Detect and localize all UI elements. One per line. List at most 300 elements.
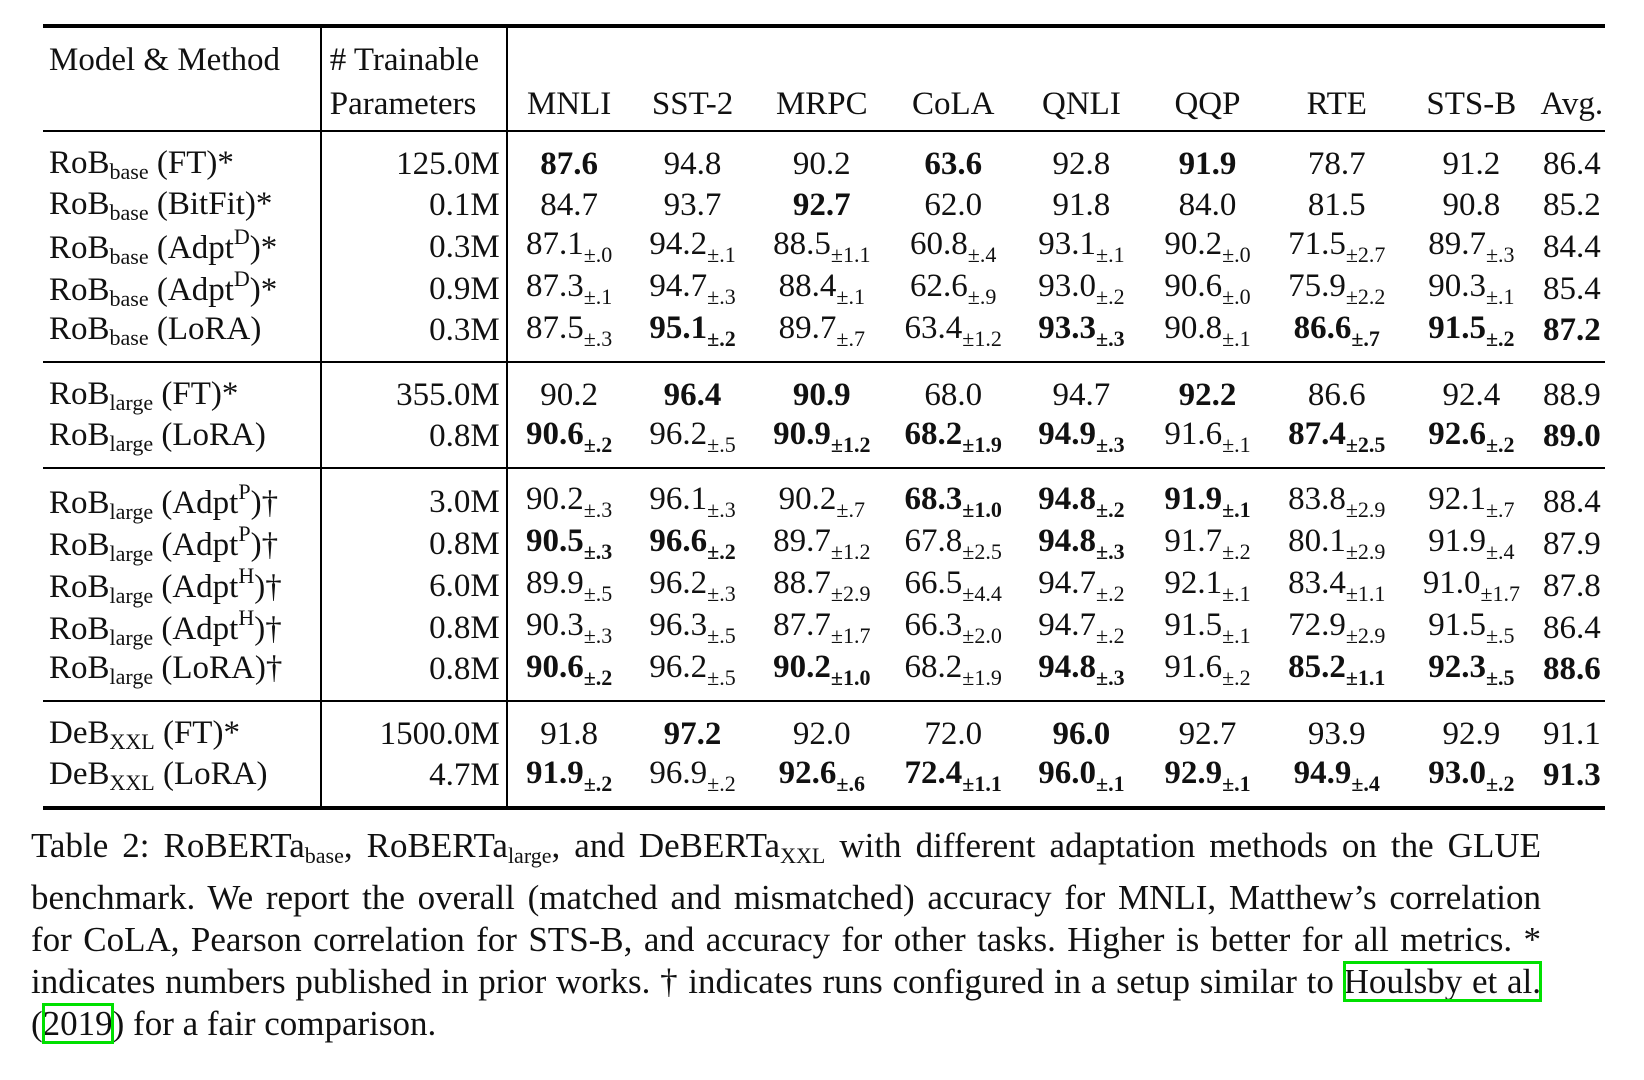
model-method-cell [43, 607, 321, 649]
metric-cell [1017, 131, 1145, 185]
method-variant: D [233, 266, 250, 291]
results-table [43, 24, 1605, 810]
metric-value: 96.2 [649, 565, 708, 601]
metric-stddev: ±.0 [1222, 242, 1251, 267]
metric-value: 95.1 [649, 309, 708, 346]
metric-value: 86.6 [1307, 377, 1366, 413]
metric-value: 89.7 [778, 309, 837, 346]
metric-value: 93.7 [663, 187, 722, 223]
method-name: (FT)* [162, 714, 240, 751]
metric-stddev: ±.4 [1485, 539, 1515, 564]
metric-stddev: ±.7 [836, 497, 865, 522]
metric-cell [1269, 701, 1404, 755]
model-size: XXL [109, 728, 155, 754]
metric-value: 90.2 [525, 481, 584, 517]
metric-value: 72.9 [1288, 607, 1346, 643]
metric-stddev: ±.6 [836, 770, 865, 796]
metric-value: 94.2 [649, 226, 708, 262]
metric-stddev: ±1.2 [830, 431, 871, 457]
metric-cell [755, 607, 890, 649]
metric-cell [1017, 523, 1145, 565]
metric-cell [755, 468, 890, 523]
metric-value: 80.1 [1288, 523, 1346, 559]
table-group-roberta-large [43, 362, 1605, 468]
metric-value: 96.4 [663, 377, 722, 413]
metric-cell [889, 185, 1017, 226]
model-method-cell [43, 416, 321, 468]
metric-value: 92.6 [778, 754, 837, 791]
metric-value: 96.6 [649, 523, 708, 559]
metric-value: 88.6 [1542, 651, 1601, 687]
metric-cell [631, 755, 755, 808]
metric-stddev: ±.5 [707, 664, 736, 690]
metric-value: 84.7 [540, 187, 598, 223]
metric-value: 94.8 [1038, 648, 1096, 685]
metric-value: 89.9 [525, 565, 584, 601]
header-params-line2: Parameters [321, 88, 507, 131]
header-task-mnli: MNLI [526, 86, 612, 122]
metric-stddev: ±.3 [707, 581, 736, 606]
metric-stddev: ±.9 [967, 284, 997, 309]
metric-value: 90.3 [525, 607, 584, 643]
metric-value: 92.7 [792, 187, 851, 223]
table-row [43, 268, 1605, 310]
metric-cell [1404, 268, 1539, 310]
metric-value: 96.2 [649, 415, 708, 452]
metric-stddev: ±1.7 [1480, 581, 1521, 606]
model-size: large [109, 499, 154, 524]
metric-stddev: ±.1 [1096, 242, 1125, 267]
metric-value: 90.3 [1428, 268, 1486, 304]
metric-value: 96.3 [649, 607, 708, 643]
metric-stddev: ±.1 [1222, 623, 1251, 648]
metric-cell [755, 523, 890, 565]
trainable-params-cell: 1500.0M [321, 701, 507, 755]
metric-cell [1146, 131, 1270, 185]
metric-value: 93.3 [1038, 309, 1096, 346]
metric-stddev: ±1.1 [830, 242, 871, 267]
metric-stddev: ±.4 [1351, 770, 1380, 796]
metric-cell [507, 755, 631, 808]
metric-cell [1404, 701, 1539, 755]
trainable-params-cell: 3.0M [321, 468, 507, 523]
table-row [43, 468, 1605, 523]
metric-value: 83.4 [1288, 565, 1346, 601]
metric-stddev: ±2.9 [1345, 539, 1386, 564]
metric-cell [1269, 131, 1404, 185]
metric-value: 72.4 [904, 754, 963, 791]
metric-stddev: ±1.9 [962, 431, 1002, 457]
metric-cell [1146, 416, 1270, 468]
metric-value: 90.9 [773, 415, 831, 452]
model-name: RoB [49, 649, 110, 686]
header-task-mrpc: MRPC [775, 86, 868, 122]
model-size: XXL [109, 769, 155, 795]
metric-value: 66.3 [904, 607, 963, 643]
metric-cell [507, 226, 631, 268]
metric-value: 91.0 [1422, 565, 1481, 601]
metric-stddev: ±.2 [1222, 539, 1251, 564]
metric-value: 92.4 [1442, 377, 1501, 413]
method-name: (FT)* [161, 375, 239, 412]
method-variant: P [238, 521, 251, 546]
metric-cell [631, 607, 755, 649]
metric-cell [1269, 468, 1404, 523]
metric-value: 90.2 [540, 377, 598, 413]
metric-cell [507, 416, 631, 468]
model-name: RoB [49, 416, 110, 453]
metric-cell [1404, 468, 1539, 523]
model-name: RoB [49, 144, 110, 181]
metric-value: 90.6 [525, 648, 584, 685]
metric-value: 72.0 [924, 716, 983, 752]
metric-value: 68.2 [904, 648, 963, 685]
metric-stddev: ±.3 [583, 623, 613, 648]
metric-cell [631, 268, 755, 310]
metric-stddev: ±.2 [1222, 664, 1251, 690]
metric-value: 68.3 [904, 481, 963, 517]
metric-value: 91.2 [1442, 146, 1501, 182]
table-row [43, 755, 1605, 808]
metric-stddev: ±.1 [1222, 770, 1251, 796]
metric-value: 96.0 [1052, 716, 1111, 752]
metric-value: 87.6 [540, 146, 598, 182]
metric-stddev: ±.1 [707, 242, 736, 267]
metric-cell [1146, 565, 1270, 607]
metric-cell [1017, 416, 1145, 468]
metric-value: 75.9 [1288, 268, 1346, 304]
model-method-cell [43, 468, 321, 523]
avg-cell [1539, 226, 1605, 268]
metric-value: 86.4 [1542, 146, 1601, 182]
metric-value: 84.4 [1542, 228, 1601, 265]
metric-value: 62.0 [924, 187, 983, 223]
metric-cell [889, 755, 1017, 808]
metric-stddev: ±2.9 [1345, 623, 1386, 648]
metric-value: 92.2 [1178, 377, 1237, 413]
metric-stddev: ±.2 [583, 664, 613, 690]
metric-stddev: ±.2 [707, 539, 736, 564]
metric-stddev: ±.2 [1485, 770, 1515, 796]
metric-cell [507, 607, 631, 649]
avg-cell [1539, 523, 1605, 565]
caption-text: , RoBERTa [343, 826, 508, 865]
metric-value: 91.9 [525, 754, 584, 791]
avg-cell [1539, 185, 1605, 226]
metric-cell [1146, 649, 1270, 701]
metric-cell [1017, 755, 1145, 808]
citation-link-year[interactable]: 2019 [42, 1004, 113, 1043]
metric-value: 89.7 [773, 523, 831, 559]
method-variant: D [233, 224, 250, 249]
model-size: base [109, 244, 149, 269]
metric-value: 90.8 [1164, 309, 1223, 346]
metric-cell [1269, 649, 1404, 701]
metric-cell [889, 268, 1017, 310]
metric-cell [755, 185, 890, 226]
metric-cell [1269, 226, 1404, 268]
metric-value: 93.0 [1038, 268, 1096, 304]
metric-value: 90.6 [1164, 268, 1223, 304]
metric-value: 96.2 [649, 648, 708, 685]
metric-value: 94.7 [1052, 377, 1111, 413]
metric-value: 83.8 [1288, 481, 1346, 517]
metric-cell [1404, 185, 1539, 226]
metric-stddev: ±.2 [583, 431, 613, 457]
caption-subscript: large [507, 843, 552, 868]
caption-text: with different adaptation methods on the GLUE benchmark. We report the overall (matched and mismatched) accuracy for MNLI, Matthew’s correlation for CoLA, Pearson correlation for STS-B, and accuracy for other tasks. Higher is better for all metrics. * indicates numbers published in prior works. † indicates runs configured in a setup similar to [31, 826, 1541, 1001]
metric-stddev: ±.1 [583, 284, 613, 309]
header-model-method: Model & Method [43, 26, 321, 88]
metric-stddev: ±.3 [583, 539, 613, 564]
method-name: (LoRA)† [161, 649, 283, 686]
model-method-cell [43, 310, 321, 362]
metric-cell [631, 701, 755, 755]
method-name: (Adpt [156, 230, 234, 266]
trainable-params-cell: 355.0M [321, 362, 507, 416]
metric-stddev: ±.2 [583, 770, 613, 796]
metric-stddev: ±.5 [583, 581, 613, 606]
metric-cell [755, 565, 890, 607]
metric-stddev: ±1.1 [962, 770, 1002, 796]
metric-value: 84.0 [1178, 187, 1237, 223]
model-size: large [109, 389, 154, 415]
metric-value: 88.7 [773, 565, 831, 601]
model-size: base [109, 199, 149, 225]
model-name: RoB [49, 272, 110, 308]
method-name: (Adpt [161, 485, 239, 521]
metric-value: 90.8 [1442, 187, 1501, 223]
metric-value: 88.4 [1542, 483, 1601, 520]
method-name: (Adpt [161, 527, 239, 563]
table-row [43, 185, 1605, 226]
header-task-rte: RTE [1306, 86, 1367, 122]
avg-cell [1539, 701, 1605, 755]
metric-value: 87.5 [525, 309, 584, 346]
metric-value: 94.7 [649, 268, 708, 304]
avg-cell [1539, 565, 1605, 607]
model-method-cell [43, 185, 321, 226]
metric-stddev: ±.5 [1485, 664, 1515, 690]
table-row [43, 607, 1605, 649]
model-name: RoB [49, 527, 110, 563]
metric-stddev: ±.2 [707, 770, 736, 796]
metric-value: 86.4 [1542, 609, 1601, 646]
metric-stddev: ±2.5 [1345, 431, 1386, 457]
metric-cell [1146, 701, 1270, 755]
metric-cell [1017, 185, 1145, 226]
metric-value: 96.0 [1038, 754, 1096, 791]
metric-value: 91.1 [1542, 716, 1601, 752]
metric-cell [631, 523, 755, 565]
metric-value: 94.8 [1038, 523, 1096, 559]
metric-stddev: ±.2 [707, 325, 736, 351]
method-marker: )† [250, 485, 279, 521]
metric-cell [755, 755, 890, 808]
method-marker: )* [249, 230, 278, 266]
metric-cell [1017, 362, 1145, 416]
caption-subscript: XXL [780, 843, 826, 868]
metric-value: 91.8 [1052, 187, 1111, 223]
trainable-params-cell: 0.9M [321, 268, 507, 310]
metric-cell [1146, 310, 1270, 362]
model-method-cell [43, 131, 321, 185]
metric-cell [1269, 523, 1404, 565]
header-task-avg: Avg. [1540, 86, 1604, 122]
metric-stddev: ±.4 [967, 242, 997, 267]
metric-stddev: ±.1 [836, 284, 865, 309]
metric-cell [507, 268, 631, 310]
metric-stddev: ±.1 [1222, 431, 1251, 457]
metric-cell [507, 649, 631, 701]
metric-cell [631, 416, 755, 468]
avg-cell [1539, 362, 1605, 416]
metric-value: 92.9 [1442, 716, 1501, 752]
metric-value: 87.7 [773, 607, 831, 643]
metric-value: 87.4 [1288, 415, 1346, 452]
avg-cell [1539, 755, 1605, 808]
method-marker: )† [254, 569, 282, 605]
metric-stddev: ±.5 [707, 623, 736, 648]
header-task-sst2: SST-2 [651, 86, 734, 122]
metric-stddev: ±.3 [583, 497, 613, 522]
metric-value: 94.8 [663, 146, 722, 182]
metric-cell [755, 131, 890, 185]
trainable-params-cell: 0.8M [321, 649, 507, 701]
method-name: (LoRA) [161, 416, 266, 453]
metric-value: 92.0 [792, 716, 851, 752]
metric-value: 87.8 [1542, 567, 1601, 604]
metric-cell [1269, 416, 1404, 468]
header-task-stsb: STS-B [1426, 86, 1517, 122]
metric-cell [889, 416, 1017, 468]
metric-value: 91.9 [1178, 146, 1237, 182]
metric-value: 87.3 [525, 268, 584, 304]
metric-stddev: ±1.2 [962, 325, 1002, 351]
model-method-cell [43, 226, 321, 268]
metric-value: 92.9 [1164, 754, 1223, 791]
metric-cell [631, 310, 755, 362]
metric-value: 91.3 [1542, 757, 1601, 793]
metric-cell [507, 565, 631, 607]
metric-value: 91.7 [1164, 523, 1223, 559]
metric-value: 60.8 [910, 226, 968, 262]
metric-cell [1269, 362, 1404, 416]
metric-value: 96.9 [649, 754, 708, 791]
metric-value: 63.4 [904, 309, 963, 346]
model-method-cell [43, 755, 321, 808]
header-task-qqp: QQP [1174, 86, 1241, 122]
model-size: large [109, 625, 154, 650]
model-size: large [109, 541, 154, 566]
metric-value: 90.2 [778, 481, 837, 517]
metric-value: 96.1 [649, 481, 708, 517]
model-method-cell [43, 565, 321, 607]
metric-cell [631, 362, 755, 416]
table-row [43, 523, 1605, 565]
metric-cell [1017, 468, 1145, 523]
method-name: (Adpt [161, 611, 239, 647]
metric-stddev: ±.1 [1485, 284, 1515, 309]
metric-value: 94.9 [1293, 754, 1352, 791]
metric-value: 88.9 [1542, 377, 1601, 413]
header-task-cola: CoLA [911, 86, 995, 122]
metric-stddev: ±.2 [1096, 623, 1125, 648]
citation-link-author[interactable]: Houlsby et al. [1343, 962, 1541, 1001]
table-row [43, 362, 1605, 416]
caption-text: ) for a fair comparison. [112, 1004, 437, 1043]
table-group-roberta-large-adapters [43, 468, 1605, 701]
model-name: RoB [49, 230, 110, 266]
metric-stddev: ±.7 [836, 325, 865, 351]
method-variant: H [238, 605, 255, 630]
method-name: (FT)* [156, 144, 234, 181]
metric-cell [1017, 607, 1145, 649]
metric-cell [1146, 755, 1270, 808]
metric-stddev: ±.2 [1096, 284, 1125, 309]
model-name: RoB [49, 485, 110, 521]
metric-stddev: ±.3 [1096, 539, 1125, 564]
metric-cell [631, 131, 755, 185]
metric-cell [889, 131, 1017, 185]
metric-value: 92.8 [1052, 146, 1111, 182]
metric-stddev: ±1.7 [830, 623, 871, 648]
metric-value: 71.5 [1288, 226, 1346, 262]
model-method-cell [43, 362, 321, 416]
metric-stddev: ±.3 [583, 325, 613, 351]
model-name: RoB [49, 310, 110, 347]
metric-cell [1017, 649, 1145, 701]
metric-cell [755, 268, 890, 310]
metric-value: 78.7 [1307, 146, 1366, 182]
table-row [43, 565, 1605, 607]
caption-text: Table 2: RoBERTa [31, 826, 305, 865]
metric-value: 91.9 [1428, 523, 1486, 559]
metric-cell [631, 226, 755, 268]
metric-value: 90.2 [1164, 226, 1223, 262]
metric-value: 91.5 [1428, 607, 1486, 643]
metric-stddev: ±2.9 [830, 581, 871, 606]
metric-stddev: ±.2 [1096, 497, 1125, 522]
metric-cell [631, 649, 755, 701]
metric-value: 66.5 [904, 565, 963, 601]
model-size: large [109, 663, 154, 689]
model-name: DeB [49, 714, 110, 751]
metric-stddev: ±.5 [707, 431, 736, 457]
model-name: DeB [49, 755, 110, 792]
avg-cell [1539, 131, 1605, 185]
metric-cell [1404, 226, 1539, 268]
avg-cell [1539, 649, 1605, 701]
metric-cell [1269, 268, 1404, 310]
metric-value: 91.8 [540, 716, 598, 752]
avg-cell [1539, 310, 1605, 362]
metric-stddev: ±.1 [1222, 581, 1251, 606]
metric-cell [1017, 226, 1145, 268]
method-variant: H [238, 563, 255, 588]
metric-stddev: ±1.0 [962, 497, 1002, 522]
trainable-params-cell: 6.0M [321, 565, 507, 607]
metric-cell [889, 565, 1017, 607]
metric-stddev: ±.3 [707, 497, 736, 522]
metric-value: 92.1 [1164, 565, 1223, 601]
metric-value: 63.6 [924, 146, 983, 182]
model-method-cell [43, 701, 321, 755]
method-marker: )† [250, 527, 279, 563]
metric-cell [1017, 565, 1145, 607]
metric-stddev: ±.7 [1485, 497, 1515, 522]
caption-subscript: base [304, 843, 344, 868]
